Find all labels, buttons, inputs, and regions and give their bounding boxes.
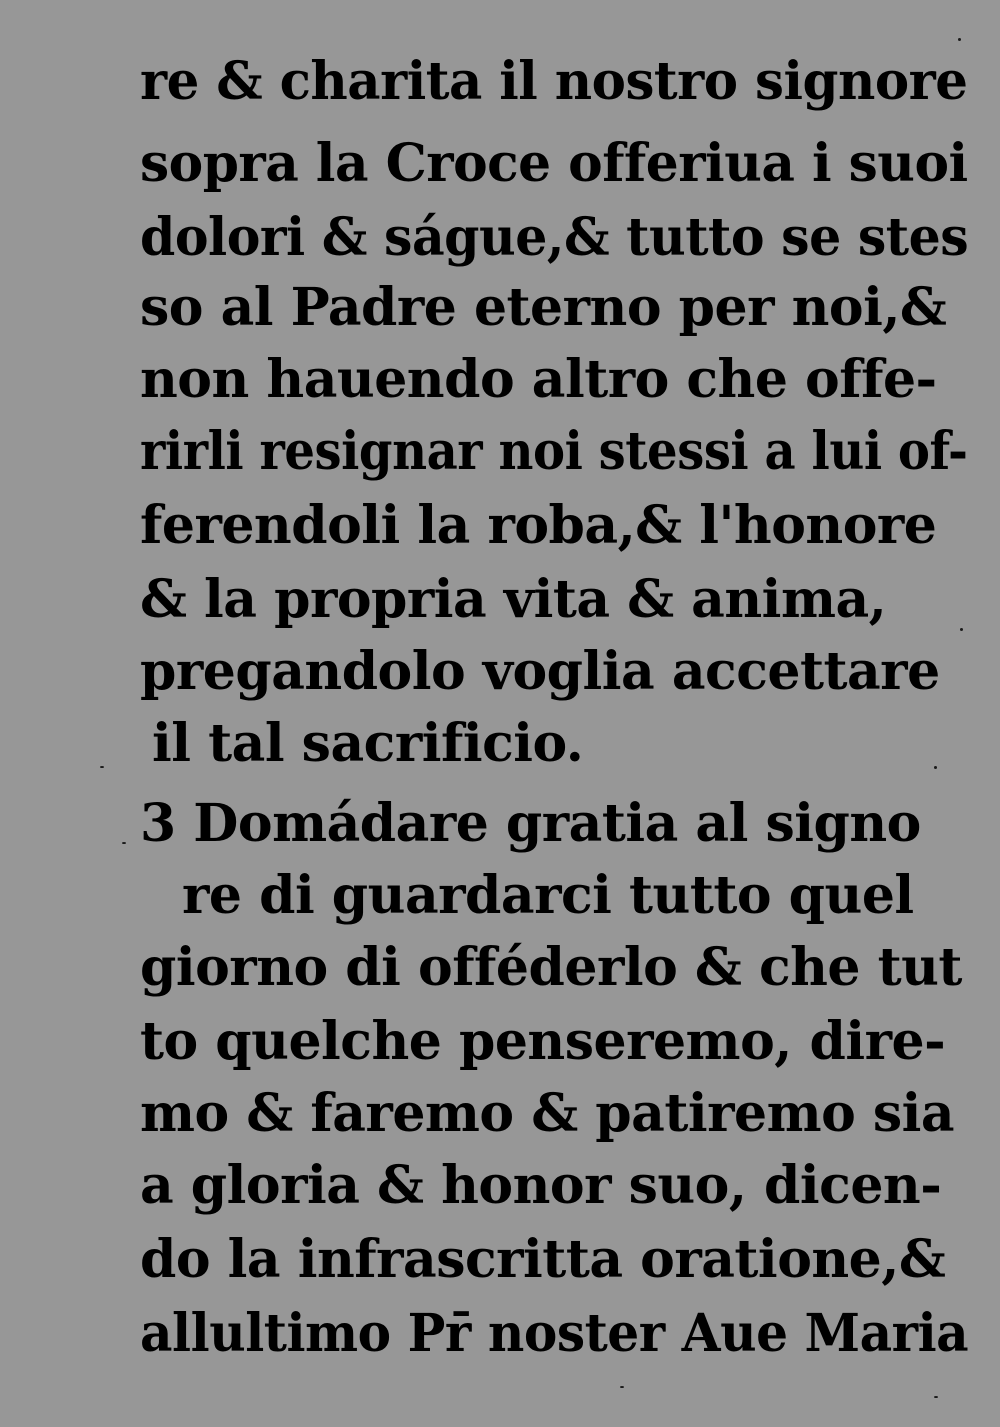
text-line-3: dolori & ságue,& tutto se stes: [140, 207, 969, 268]
ink-speck: [122, 842, 126, 844]
text-line-1: re & charita il nostro signore: [140, 51, 968, 112]
text-line-8: & la propria vita & anima,: [140, 569, 887, 630]
text-line-18: allultimo Pr̄ noster Aue Maria: [140, 1303, 969, 1364]
text-line-11: 3 Domádare gratia al signo: [140, 793, 921, 854]
text-line-16: a gloria & honor suo, dicen-: [140, 1155, 942, 1216]
text-line-2: sopra la Croce offeriua i suoi: [140, 133, 968, 194]
text-line-10: il tal sacrificio.: [152, 713, 584, 774]
text-line-6: rirli resignar noi stessi a lui of-: [140, 421, 968, 482]
text-line-9: pregandolo voglia accettare: [140, 641, 940, 702]
ink-speck: [958, 38, 961, 41]
text-line-4: so al Padre eterno per noi,&: [140, 277, 947, 338]
text-line-17: do la infrascritta oratione,&: [140, 1229, 946, 1290]
text-line-7: ferendoli la roba,& l'honore: [140, 495, 937, 556]
text-line-13: giorno di offéderlo & che tut: [140, 937, 962, 998]
text-line-15: mo & faremo & patiremo sia: [140, 1083, 955, 1144]
ink-speck: [960, 628, 963, 631]
text-line-14: to quelche penseremo, dire-: [140, 1011, 946, 1072]
ink-speck: [934, 766, 937, 769]
ink-speck: [934, 1396, 938, 1398]
ink-speck: [620, 1386, 624, 1388]
text-line-5: non hauendo altro che offe-: [140, 349, 937, 410]
ink-speck: [100, 766, 104, 768]
text-line-12: re di guardarci tutto quel: [182, 865, 914, 926]
